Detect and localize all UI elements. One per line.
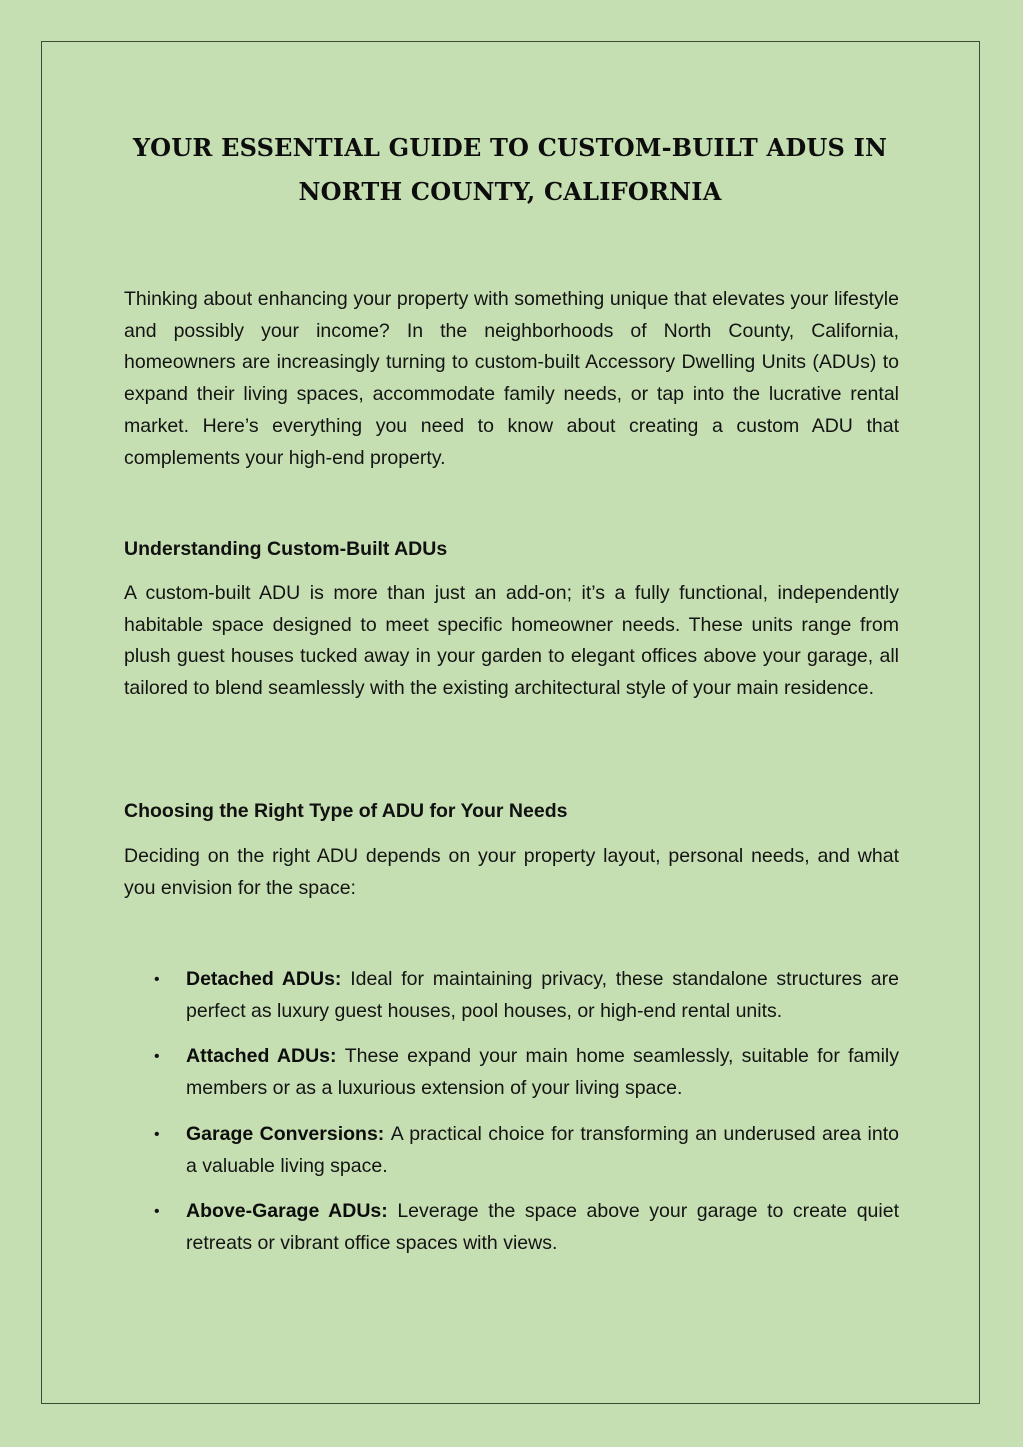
list-item-description: A practical choice for transforming an underused area into a valuable living space. (186, 1122, 899, 1177)
bullet-icon: • (154, 1125, 160, 1143)
title-line-2: NORTH COUNTY, CALIFORNIA (298, 177, 722, 206)
document-title (120, 126, 900, 214)
section-choosing (124, 841, 899, 904)
adu-types-list (124, 964, 899, 1260)
list-item-description: Leverage the space above your garage to create quiet retreats or vibrant office spaces with views. (186, 1200, 899, 1254)
section-heading-choosing: Choosing the Right Type of ADU for Your Needs (124, 800, 568, 822)
section-heading-understanding: Understanding Custom-Built ADUs (124, 538, 448, 560)
bullet-icon: • (154, 1048, 160, 1066)
intro-paragraph: Thinking about enhancing your property with something unique that elevates your lifestyle and possibly your income? In the neighborhoods of North County, California, homeowners are increasingly turning to custom-built Accessory Dwelling Units (ADUs) to expand their living spaces, accommodate family needs, or tap into the lucrative rental market. Here’s everything you need to know about creating a custom ADU that complements your high-end property. (124, 288, 899, 469)
bullet-icon: • (154, 1203, 160, 1221)
list-item-term: Garage Conversions: (186, 1122, 391, 1145)
list-item-term: Detached ADUs: (186, 968, 351, 990)
list-item (124, 1196, 899, 1259)
understanding-paragraph: A custom-built ADU is more than just an add-on; it’s a fully functional, independently habitable space designed to meet specific homeowner needs. These units range from plush guest houses tucked away in your garden to elegant offices above your garage, all tailored to blend seamlessly with the existing architectural style of your main residence. (124, 582, 899, 700)
list-item (124, 1041, 899, 1104)
choosing-paragraph: Deciding on the right ADU depends on your property layout, personal needs, and what you envision for the space: (124, 845, 899, 899)
list-item-description: These expand your main home seamlessly, suitable for family members or as a luxurious extension of your living space. (186, 1045, 900, 1100)
list-item-term: Attached ADUs: (186, 1045, 345, 1068)
title-line-1: YOUR ESSENTIAL GUIDE TO CUSTOM-BUILT ADUS IN (132, 133, 888, 162)
bullet-icon: • (154, 971, 160, 988)
list-item-description: Ideal for maintaining privacy, these standalone structures are perfect as luxury guest houses, pool houses, or high-end rental units. (186, 968, 899, 1022)
list-item (124, 1119, 899, 1182)
section-understanding (124, 578, 899, 705)
list-item-term: Above-Garage ADUs: (186, 1200, 398, 1223)
list-item (124, 964, 899, 1027)
